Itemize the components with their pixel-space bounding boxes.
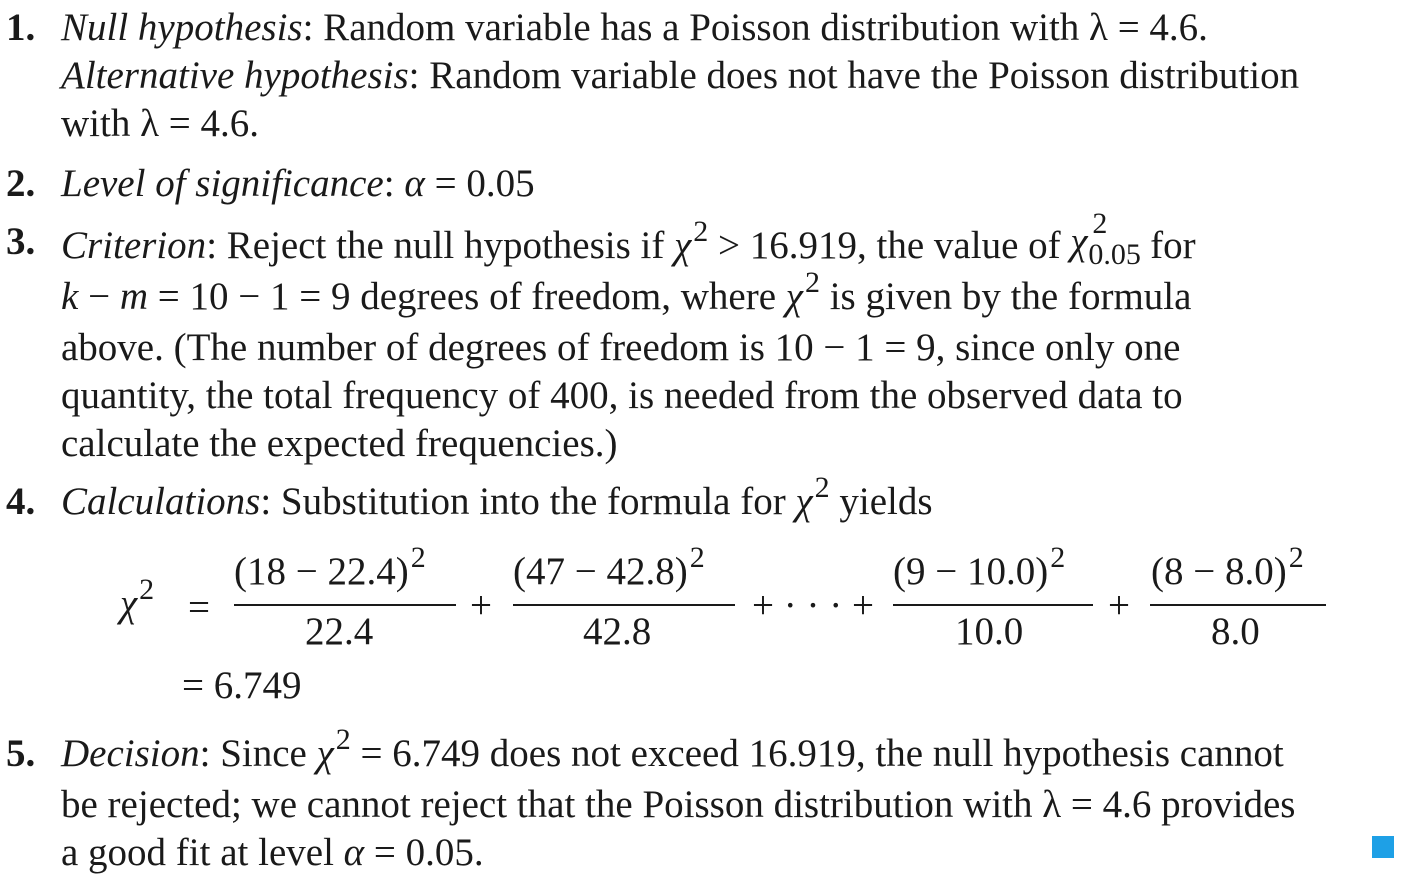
chi-symbol: χ [1070,220,1088,263]
null-hypothesis-label: Null hypothesis [61,6,303,49]
square-exponent: 2 [814,471,830,504]
chi-symbol: χ [674,224,692,267]
criterion-line-4: quantity, the total frequency of 400, is needed from the observed data to [61,374,1183,417]
significance-line [61,160,1401,208]
colon: : [383,162,405,205]
square-exponent: 2 [804,266,820,299]
equation-result: = 6.749 [182,664,302,707]
decision-line-1 [61,723,1401,781]
end-of-example-square-icon [1372,836,1394,858]
k-variable: k [61,275,79,318]
term-1-denominator: 22.4 [305,610,374,653]
calculations-text: : Substitution into the formula for [260,480,796,523]
term-2-denominator: 42.8 [583,610,652,653]
square-exponent: 2 [1288,541,1304,574]
alpha-symbol: α [343,831,365,874]
chi-symbol: χ [316,732,334,775]
fraction-bar [1150,604,1326,606]
step-body [61,723,1401,877]
decision-text: : Since [199,732,317,775]
term-3-numerator [893,541,1066,599]
alt-hypothesis-cont: with λ = 4.6. [61,102,259,145]
plus-sign: + [470,584,492,627]
numerator-text: (47 − 42.8) [513,550,688,593]
step-number: 1. [6,6,36,49]
term-2-numerator [513,541,705,599]
decision-text: a good fit at level [61,831,344,874]
step-number: 5. [6,732,36,775]
square-exponent: 2 [1050,541,1066,574]
criterion-line-5: calculate the expected frequencies.) [61,422,618,465]
alpha-subscript: 0.05 [1088,238,1141,271]
step-body [61,4,1401,148]
term-4-numerator [1151,541,1304,599]
criterion-line-3: above. (The number of degrees of freedom is 10 − 1 = 9, since only one [61,326,1181,369]
step-number: 4. [6,480,36,523]
chi-symbol: χ [120,582,138,625]
alt-hypothesis-text: : Random variable does not have the Poisson distribution [408,54,1300,97]
step-body [61,160,1401,208]
criterion-line-2 [61,266,1401,324]
square-exponent: 2 [689,541,705,574]
calculations-label: Calculations [61,480,261,523]
chi-symbol: χ [795,480,813,523]
step-body [61,207,1401,468]
criterion-text: is given by the formula [819,275,1192,318]
minus: − [78,275,120,318]
criterion-text: = 10 − 1 = 9 degrees of freedom, where [147,275,786,318]
plus-sign: + [1108,584,1130,627]
square-exponent: 2 [335,723,351,756]
numerator-text: (9 − 10.0) [893,550,1049,593]
square-exponent: 2 [1092,207,1108,240]
term-1-numerator [234,541,426,599]
step-number: 3. [6,220,36,263]
numerator-text: (18 − 22.4) [234,550,409,593]
calculations-text: yields [829,480,933,523]
chi-symbol: χ [785,275,803,318]
numerator-text: (8 − 8.0) [1151,550,1287,593]
significance-value: = 0.05 [424,162,535,205]
step-body [61,471,1401,529]
decision-text: = 6.749 does not exceed 16.919, the null hypothesis cannot [350,732,1284,775]
criterion-text: for [1140,224,1196,267]
calculations-line [61,471,1401,529]
equation-lhs [120,573,155,631]
null-hypothesis-text: : Random variable has a Poisson distribution with λ = 4.6. [302,6,1208,49]
null-hypothesis-line [61,4,1401,52]
fraction-bar [893,604,1093,606]
criterion-text: : Reject the null hypothesis if [206,224,675,267]
square-exponent: 2 [139,573,155,606]
term-3-denominator: 10.0 [955,610,1024,653]
fraction-bar [513,604,735,606]
criterion-line-1 [61,207,1401,273]
ellipsis-plus: + · · · + [752,584,874,627]
term-4-denominator: 8.0 [1211,610,1260,653]
criterion-text: > 16.919, the value of [708,224,1071,267]
step-number: 2. [6,162,36,205]
decision-text: = 0.05. [364,831,484,874]
alpha-symbol: α [404,162,425,205]
criterion-label: Criterion [61,224,207,267]
equals-sign: = [188,586,210,629]
chi-critical-symbol [1070,207,1141,271]
decision-line-2: be rejected; we cannot reject that the Poisson distribution with λ = 4.6 provides [61,783,1296,826]
alt-hypothesis-label: Alternative hypothesis [61,54,409,97]
square-exponent: 2 [693,215,709,248]
fraction-bar [234,604,456,606]
alt-hypothesis-line [61,52,1401,100]
decision-label: Decision [61,732,200,775]
square-exponent: 2 [410,541,426,574]
significance-label: Level of significance [61,162,384,205]
decision-line-3 [61,829,1401,877]
m-variable: m [119,275,148,318]
